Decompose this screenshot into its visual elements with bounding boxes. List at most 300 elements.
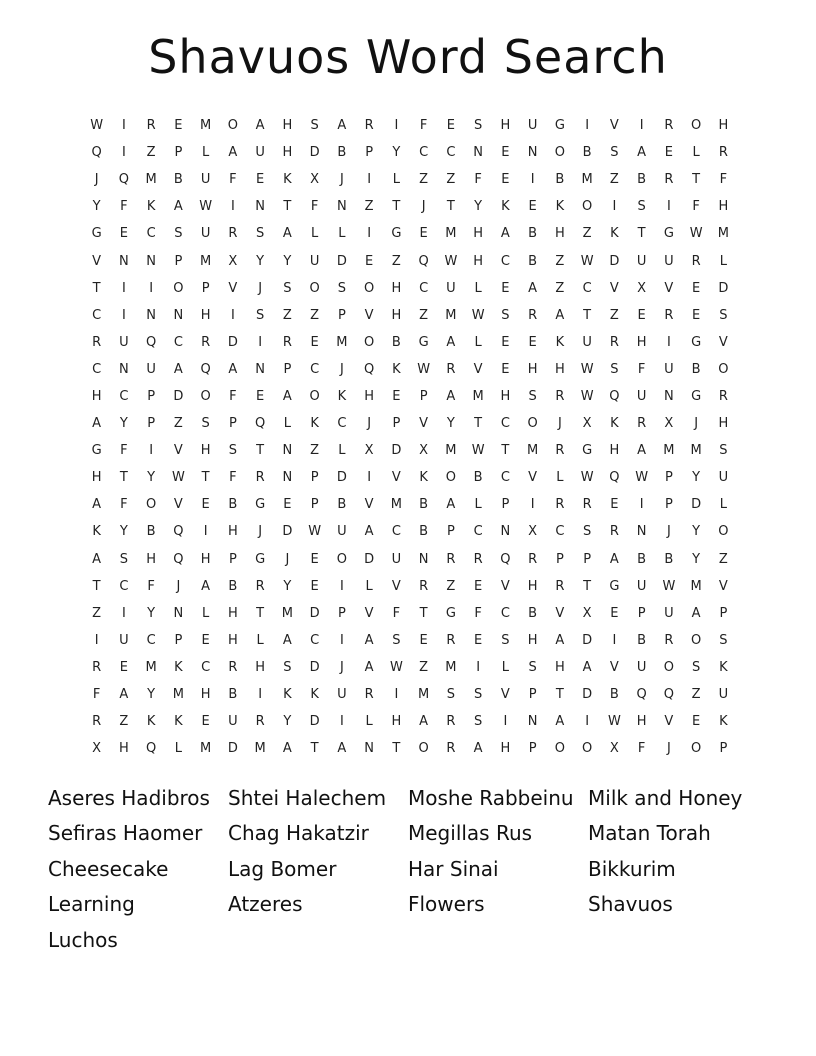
grid-letter[interactable]: G — [663, 226, 674, 242]
grid-letter[interactable]: R — [201, 334, 211, 350]
grid-letter[interactable]: I — [612, 632, 617, 648]
grid-letter[interactable]: F — [120, 199, 128, 215]
grid-letter[interactable]: U — [718, 687, 729, 703]
grid-letter[interactable]: P — [446, 524, 455, 540]
grid-letter[interactable]: P — [637, 605, 646, 621]
grid-letter[interactable]: B — [228, 687, 238, 703]
grid-letter[interactable]: Q — [609, 388, 620, 404]
grid-letter[interactable]: G — [554, 118, 565, 134]
grid-letter[interactable]: E — [610, 605, 619, 621]
grid-letter[interactable]: W — [662, 578, 676, 594]
grid-letter[interactable]: R — [664, 172, 674, 188]
grid-letter[interactable]: S — [501, 632, 510, 648]
grid-letter[interactable]: K — [610, 416, 619, 432]
grid-letter[interactable]: G — [418, 334, 429, 350]
grid-letter[interactable]: Q — [636, 687, 647, 703]
grid-letter[interactable]: M — [418, 687, 430, 703]
grid-letter[interactable]: P — [337, 307, 346, 323]
grid-letter[interactable]: Z — [173, 416, 183, 432]
grid-letter[interactable]: T — [256, 443, 265, 459]
grid-letter[interactable]: S — [637, 199, 646, 215]
grid-letter[interactable]: F — [310, 199, 319, 215]
grid-letter[interactable]: D — [173, 388, 184, 404]
grid-letter[interactable]: P — [719, 741, 728, 757]
grid-letter[interactable]: M — [254, 741, 266, 757]
grid-letter[interactable]: M — [663, 443, 675, 459]
grid-letter[interactable]: F — [229, 470, 237, 486]
grid-letter[interactable]: A — [555, 307, 565, 323]
grid-letter[interactable]: U — [391, 551, 402, 567]
grid-letter[interactable]: V — [173, 443, 183, 459]
grid-letter[interactable]: I — [367, 226, 372, 242]
grid-letter[interactable]: H — [554, 361, 565, 377]
grid-letter[interactable]: L — [338, 443, 346, 459]
grid-letter[interactable]: V — [555, 605, 565, 621]
grid-letter[interactable]: J — [176, 578, 181, 594]
grid-letter[interactable]: B — [419, 524, 429, 540]
grid-letter[interactable]: V — [473, 361, 483, 377]
grid-letter[interactable]: F — [229, 172, 237, 188]
grid-letter[interactable]: L — [474, 497, 482, 513]
grid-letter[interactable]: E — [528, 334, 537, 350]
grid-letter[interactable]: T — [583, 578, 592, 594]
grid-letter[interactable]: M — [172, 687, 184, 703]
grid-letter[interactable]: W — [444, 253, 458, 269]
grid-letter[interactable]: A — [337, 118, 347, 134]
grid-letter[interactable]: A — [528, 280, 538, 296]
grid-letter[interactable]: E — [610, 497, 619, 513]
grid-letter[interactable]: C — [146, 226, 156, 242]
grid-letter[interactable]: R — [446, 741, 456, 757]
grid-letter[interactable]: X — [228, 253, 238, 269]
grid-letter[interactable]: D — [609, 253, 620, 269]
grid-letter[interactable]: S — [719, 443, 728, 459]
grid-letter[interactable]: Q — [173, 551, 184, 567]
grid-letter[interactable]: V — [391, 578, 401, 594]
grid-letter[interactable]: W — [580, 388, 594, 404]
grid-letter[interactable]: M — [200, 741, 212, 757]
grid-letter[interactable]: R — [92, 659, 102, 675]
grid-letter[interactable]: Z — [391, 253, 401, 269]
grid-letter[interactable]: S — [473, 118, 483, 134]
grid-letter[interactable]: J — [339, 361, 344, 377]
grid-letter[interactable]: A — [282, 632, 292, 648]
grid-letter[interactable]: E — [201, 497, 210, 513]
grid-letter[interactable]: D — [691, 497, 702, 513]
grid-letter[interactable]: Y — [147, 687, 156, 703]
grid-letter[interactable]: L — [556, 470, 564, 486]
grid-letter[interactable]: Z — [419, 172, 429, 188]
grid-letter[interactable]: F — [474, 172, 482, 188]
grid-letter[interactable]: T — [92, 578, 101, 594]
grid-letter[interactable]: L — [311, 226, 319, 242]
grid-letter[interactable]: A — [555, 714, 565, 730]
grid-letter[interactable]: F — [474, 605, 482, 621]
grid-letter[interactable]: B — [146, 524, 156, 540]
grid-letter[interactable]: A — [419, 714, 429, 730]
grid-letter[interactable]: U — [119, 334, 129, 350]
grid-letter[interactable]: H — [227, 524, 238, 540]
grid-letter[interactable]: I — [666, 334, 671, 350]
grid-letter[interactable]: G — [445, 605, 456, 621]
grid-letter[interactable]: C — [310, 361, 320, 377]
grid-letter[interactable]: H — [200, 687, 211, 703]
grid-letter[interactable]: M — [472, 388, 484, 404]
grid-letter[interactable]: S — [501, 307, 510, 323]
grid-letter[interactable]: A — [282, 226, 292, 242]
grid-letter[interactable]: W — [580, 253, 594, 269]
grid-letter[interactable]: Y — [283, 578, 292, 594]
grid-letter[interactable]: J — [258, 524, 263, 540]
grid-letter[interactable]: L — [365, 714, 373, 730]
grid-letter[interactable]: Y — [692, 551, 701, 567]
grid-letter[interactable]: E — [310, 578, 319, 594]
grid-letter[interactable]: K — [310, 687, 319, 703]
grid-letter[interactable]: L — [283, 416, 291, 432]
grid-letter[interactable]: H — [200, 443, 211, 459]
grid-letter[interactable]: I — [258, 334, 263, 350]
grid-letter[interactable]: B — [582, 145, 592, 161]
grid-letter[interactable]: H — [200, 551, 211, 567]
grid-letter[interactable]: R — [555, 388, 565, 404]
grid-letter[interactable]: R — [92, 334, 102, 350]
grid-letter[interactable]: B — [337, 497, 347, 513]
grid-letter[interactable]: P — [310, 497, 319, 513]
grid-letter[interactable]: V — [500, 687, 510, 703]
grid-letter[interactable]: R — [255, 470, 265, 486]
grid-letter[interactable]: D — [336, 253, 347, 269]
grid-letter[interactable]: E — [119, 226, 128, 242]
grid-letter[interactable]: Y — [283, 253, 292, 269]
grid-letter[interactable]: A — [228, 361, 238, 377]
grid-letter[interactable]: M — [281, 605, 293, 621]
grid-letter[interactable]: H — [636, 714, 647, 730]
grid-letter[interactable]: G — [691, 388, 702, 404]
grid-letter[interactable]: R — [555, 443, 565, 459]
grid-letter[interactable]: T — [256, 605, 265, 621]
grid-letter[interactable]: A — [92, 416, 102, 432]
grid-letter[interactable]: E — [283, 497, 292, 513]
grid-letter[interactable]: S — [719, 307, 728, 323]
grid-letter[interactable]: U — [636, 578, 647, 594]
grid-letter[interactable]: U — [527, 118, 538, 134]
grid-letter[interactable]: Z — [419, 307, 429, 323]
grid-letter[interactable]: Q — [418, 253, 429, 269]
grid-letter[interactable]: B — [555, 172, 565, 188]
grid-letter[interactable]: C — [391, 524, 401, 540]
grid-letter[interactable]: D — [336, 470, 347, 486]
grid-letter[interactable]: M — [527, 443, 539, 459]
grid-letter[interactable]: Y — [692, 470, 701, 486]
grid-letter[interactable]: X — [528, 524, 538, 540]
grid-letter[interactable]: R — [419, 578, 429, 594]
grid-letter[interactable]: E — [119, 659, 128, 675]
grid-letter[interactable]: O — [173, 280, 184, 296]
grid-letter[interactable]: K — [610, 226, 619, 242]
grid-letter[interactable]: S — [119, 551, 128, 567]
grid-letter[interactable]: D — [718, 280, 729, 296]
grid-letter[interactable]: Q — [173, 524, 184, 540]
grid-letter[interactable]: K — [555, 199, 565, 215]
grid-letter[interactable]: J — [94, 172, 99, 188]
grid-letter[interactable]: I — [585, 714, 590, 730]
grid-letter[interactable]: E — [501, 145, 510, 161]
grid-letter[interactable]: H — [527, 578, 538, 594]
grid-letter[interactable]: M — [336, 334, 348, 350]
grid-letter[interactable]: L — [365, 578, 373, 594]
grid-letter[interactable]: P — [501, 497, 510, 513]
grid-letter[interactable]: A — [201, 578, 211, 594]
grid-letter[interactable]: Y — [283, 714, 292, 730]
grid-letter[interactable]: H — [718, 118, 729, 134]
grid-letter[interactable]: F — [719, 172, 728, 188]
grid-letter[interactable]: X — [582, 605, 592, 621]
grid-letter[interactable]: P — [555, 551, 564, 567]
grid-letter[interactable]: O — [364, 280, 375, 296]
grid-letter[interactable]: X — [609, 741, 619, 757]
grid-letter[interactable]: U — [636, 253, 647, 269]
grid-letter[interactable]: F — [637, 741, 646, 757]
grid-letter[interactable]: R — [664, 307, 674, 323]
grid-letter[interactable]: D — [227, 741, 238, 757]
grid-letter[interactable]: R — [664, 118, 674, 134]
grid-letter[interactable]: L — [501, 659, 509, 675]
grid-letter[interactable]: W — [471, 443, 485, 459]
grid-letter[interactable]: A — [92, 497, 102, 513]
grid-letter[interactable]: J — [421, 199, 426, 215]
grid-letter[interactable]: U — [446, 280, 456, 296]
grid-letter[interactable]: P — [283, 361, 292, 377]
grid-letter[interactable]: P — [228, 551, 237, 567]
grid-letter[interactable]: V — [528, 470, 538, 486]
grid-letter[interactable]: T — [474, 416, 483, 432]
grid-letter[interactable]: H — [718, 416, 729, 432]
grid-letter[interactable]: X — [637, 280, 647, 296]
grid-letter[interactable]: C — [173, 334, 183, 350]
grid-letter[interactable]: I — [367, 172, 372, 188]
grid-letter[interactable]: X — [92, 741, 102, 757]
grid-letter[interactable]: N — [255, 199, 265, 215]
grid-letter[interactable]: A — [473, 741, 483, 757]
grid-letter[interactable]: U — [664, 361, 674, 377]
grid-letter[interactable]: F — [637, 361, 646, 377]
grid-letter[interactable]: L — [719, 497, 727, 513]
grid-letter[interactable]: Y — [147, 470, 156, 486]
grid-letter[interactable]: A — [337, 741, 347, 757]
grid-letter[interactable]: K — [146, 199, 156, 215]
grid-letter[interactable]: C — [582, 280, 592, 296]
grid-letter[interactable]: M — [390, 497, 402, 513]
grid-letter[interactable]: D — [309, 145, 320, 161]
grid-letter[interactable]: U — [582, 334, 592, 350]
grid-letter[interactable]: R — [582, 497, 592, 513]
grid-letter[interactable]: W — [580, 361, 594, 377]
grid-letter[interactable]: D — [582, 632, 593, 648]
grid-letter[interactable]: N — [664, 388, 674, 404]
grid-letter[interactable]: O — [663, 659, 674, 675]
grid-letter[interactable]: N — [364, 741, 374, 757]
grid-letter[interactable]: Q — [146, 741, 157, 757]
grid-letter[interactable]: G — [609, 578, 620, 594]
grid-letter[interactable]: V — [364, 605, 374, 621]
grid-letter[interactable]: I — [530, 172, 535, 188]
grid-letter[interactable]: E — [201, 714, 210, 730]
grid-letter[interactable]: I — [203, 524, 208, 540]
grid-letter[interactable]: P — [664, 470, 673, 486]
grid-letter[interactable]: K — [92, 524, 101, 540]
grid-letter[interactable]: D — [282, 524, 293, 540]
grid-letter[interactable]: N — [173, 307, 184, 323]
grid-letter[interactable]: O — [146, 497, 157, 513]
grid-letter[interactable]: Z — [92, 605, 102, 621]
grid-letter[interactable]: U — [200, 172, 211, 188]
grid-letter[interactable]: V — [609, 659, 619, 675]
grid-letter[interactable]: A — [609, 551, 619, 567]
grid-letter[interactable]: P — [228, 416, 237, 432]
grid-letter[interactable]: A — [282, 741, 292, 757]
grid-letter[interactable]: Y — [474, 199, 483, 215]
grid-letter[interactable]: A — [691, 605, 701, 621]
grid-letter[interactable]: N — [255, 361, 265, 377]
grid-letter[interactable]: A — [173, 361, 183, 377]
grid-letter[interactable]: H — [118, 741, 129, 757]
grid-letter[interactable]: X — [664, 416, 674, 432]
grid-letter[interactable]: O — [309, 388, 320, 404]
grid-letter[interactable]: I — [94, 632, 99, 648]
grid-letter[interactable]: B — [637, 632, 647, 648]
grid-letter[interactable]: H — [282, 118, 293, 134]
grid-letter[interactable]: O — [227, 118, 238, 134]
grid-letter[interactable]: L — [202, 145, 210, 161]
grid-letter[interactable]: I — [149, 443, 154, 459]
grid-letter[interactable]: P — [201, 280, 210, 296]
grid-letter[interactable]: N — [527, 145, 538, 161]
grid-letter[interactable]: B — [609, 687, 619, 703]
grid-letter[interactable]: V — [228, 280, 238, 296]
grid-letter[interactable]: U — [664, 253, 674, 269]
grid-letter[interactable]: A — [364, 632, 374, 648]
grid-letter[interactable]: E — [256, 172, 265, 188]
grid-letter[interactable]: P — [174, 253, 183, 269]
grid-letter[interactable]: S — [582, 524, 592, 540]
grid-letter[interactable]: H — [146, 551, 157, 567]
grid-letter[interactable]: M — [690, 443, 702, 459]
grid-letter[interactable]: U — [718, 470, 729, 486]
grid-letter[interactable]: S — [283, 280, 292, 296]
grid-letter[interactable]: N — [146, 307, 156, 323]
grid-letter[interactable]: A — [255, 118, 265, 134]
grid-letter[interactable]: G — [691, 334, 702, 350]
grid-letter[interactable]: Q — [364, 361, 375, 377]
grid-letter[interactable]: T — [501, 443, 510, 459]
grid-letter[interactable]: Z — [364, 199, 374, 215]
grid-letter[interactable]: H — [364, 388, 375, 404]
grid-letter[interactable]: Z — [555, 253, 565, 269]
grid-letter[interactable]: F — [92, 687, 101, 703]
grid-letter[interactable]: R — [446, 551, 456, 567]
grid-letter[interactable]: C — [500, 416, 510, 432]
grid-letter[interactable]: D — [309, 605, 320, 621]
grid-letter[interactable]: J — [666, 524, 671, 540]
grid-letter[interactable]: B — [528, 226, 538, 242]
grid-letter[interactable]: E — [419, 226, 428, 242]
grid-letter[interactable]: A — [119, 687, 129, 703]
grid-letter[interactable]: W — [580, 470, 594, 486]
grid-letter[interactable]: Y — [692, 524, 701, 540]
grid-letter[interactable]: K — [337, 388, 347, 404]
grid-letter[interactable]: V — [364, 497, 374, 513]
grid-letter[interactable]: Y — [119, 416, 128, 432]
grid-letter[interactable]: A — [364, 659, 374, 675]
grid-letter[interactable]: O — [691, 118, 702, 134]
grid-letter[interactable]: E — [528, 199, 537, 215]
grid-letter[interactable]: R — [146, 118, 156, 134]
grid-letter[interactable]: V — [664, 280, 674, 296]
grid-letter[interactable]: O — [336, 551, 347, 567]
grid-letter[interactable]: F — [419, 118, 428, 134]
grid-letter[interactable]: F — [392, 605, 401, 621]
grid-letter[interactable]: I — [530, 497, 535, 513]
grid-letter[interactable]: N — [282, 443, 293, 459]
grid-letter[interactable]: Z — [691, 687, 701, 703]
grid-letter[interactable]: B — [473, 470, 483, 486]
grid-letter[interactable]: T — [119, 470, 128, 486]
grid-letter[interactable]: B — [391, 334, 401, 350]
grid-letter[interactable]: A — [364, 524, 374, 540]
grid-letter[interactable]: S — [719, 632, 728, 648]
grid-letter[interactable]: C — [446, 145, 456, 161]
grid-letter[interactable]: O — [364, 334, 375, 350]
grid-letter[interactable]: F — [692, 199, 700, 215]
grid-letter[interactable]: C — [119, 578, 129, 594]
grid-letter[interactable]: I — [394, 687, 399, 703]
grid-letter[interactable]: N — [418, 551, 429, 567]
grid-letter[interactable]: K — [310, 416, 319, 432]
grid-letter[interactable]: I — [121, 145, 126, 161]
grid-letter[interactable]: C — [201, 659, 211, 675]
grid-letter[interactable]: Q — [255, 416, 266, 432]
grid-letter[interactable]: R — [718, 145, 728, 161]
grid-letter[interactable]: V — [718, 578, 728, 594]
grid-letter[interactable]: I — [121, 280, 126, 296]
grid-letter[interactable]: P — [337, 605, 346, 621]
grid-letter[interactable]: H — [391, 280, 402, 296]
grid-letter[interactable]: I — [339, 632, 344, 648]
grid-letter[interactable]: H — [473, 226, 484, 242]
grid-letter[interactable]: P — [719, 605, 728, 621]
grid-letter[interactable]: N — [527, 714, 538, 730]
grid-letter[interactable]: J — [339, 659, 344, 675]
grid-letter[interactable]: V — [609, 280, 619, 296]
grid-letter[interactable]: M — [445, 443, 457, 459]
grid-letter[interactable]: E — [201, 632, 210, 648]
grid-letter[interactable]: E — [392, 388, 401, 404]
grid-letter[interactable]: R — [282, 334, 292, 350]
grid-letter[interactable]: O — [309, 280, 320, 296]
grid-letter[interactable]: S — [255, 226, 265, 242]
grid-letter[interactable]: R — [473, 551, 483, 567]
grid-letter[interactable]: H — [391, 307, 402, 323]
grid-letter[interactable]: K — [283, 687, 292, 703]
grid-letter[interactable]: O — [554, 741, 565, 757]
grid-letter[interactable]: H — [227, 632, 238, 648]
grid-letter[interactable]: H — [255, 659, 266, 675]
grid-letter[interactable]: O — [582, 741, 593, 757]
grid-letter[interactable]: R — [446, 714, 456, 730]
grid-letter[interactable]: C — [92, 307, 102, 323]
grid-letter[interactable]: S — [228, 443, 237, 459]
grid-letter[interactable]: F — [120, 497, 128, 513]
